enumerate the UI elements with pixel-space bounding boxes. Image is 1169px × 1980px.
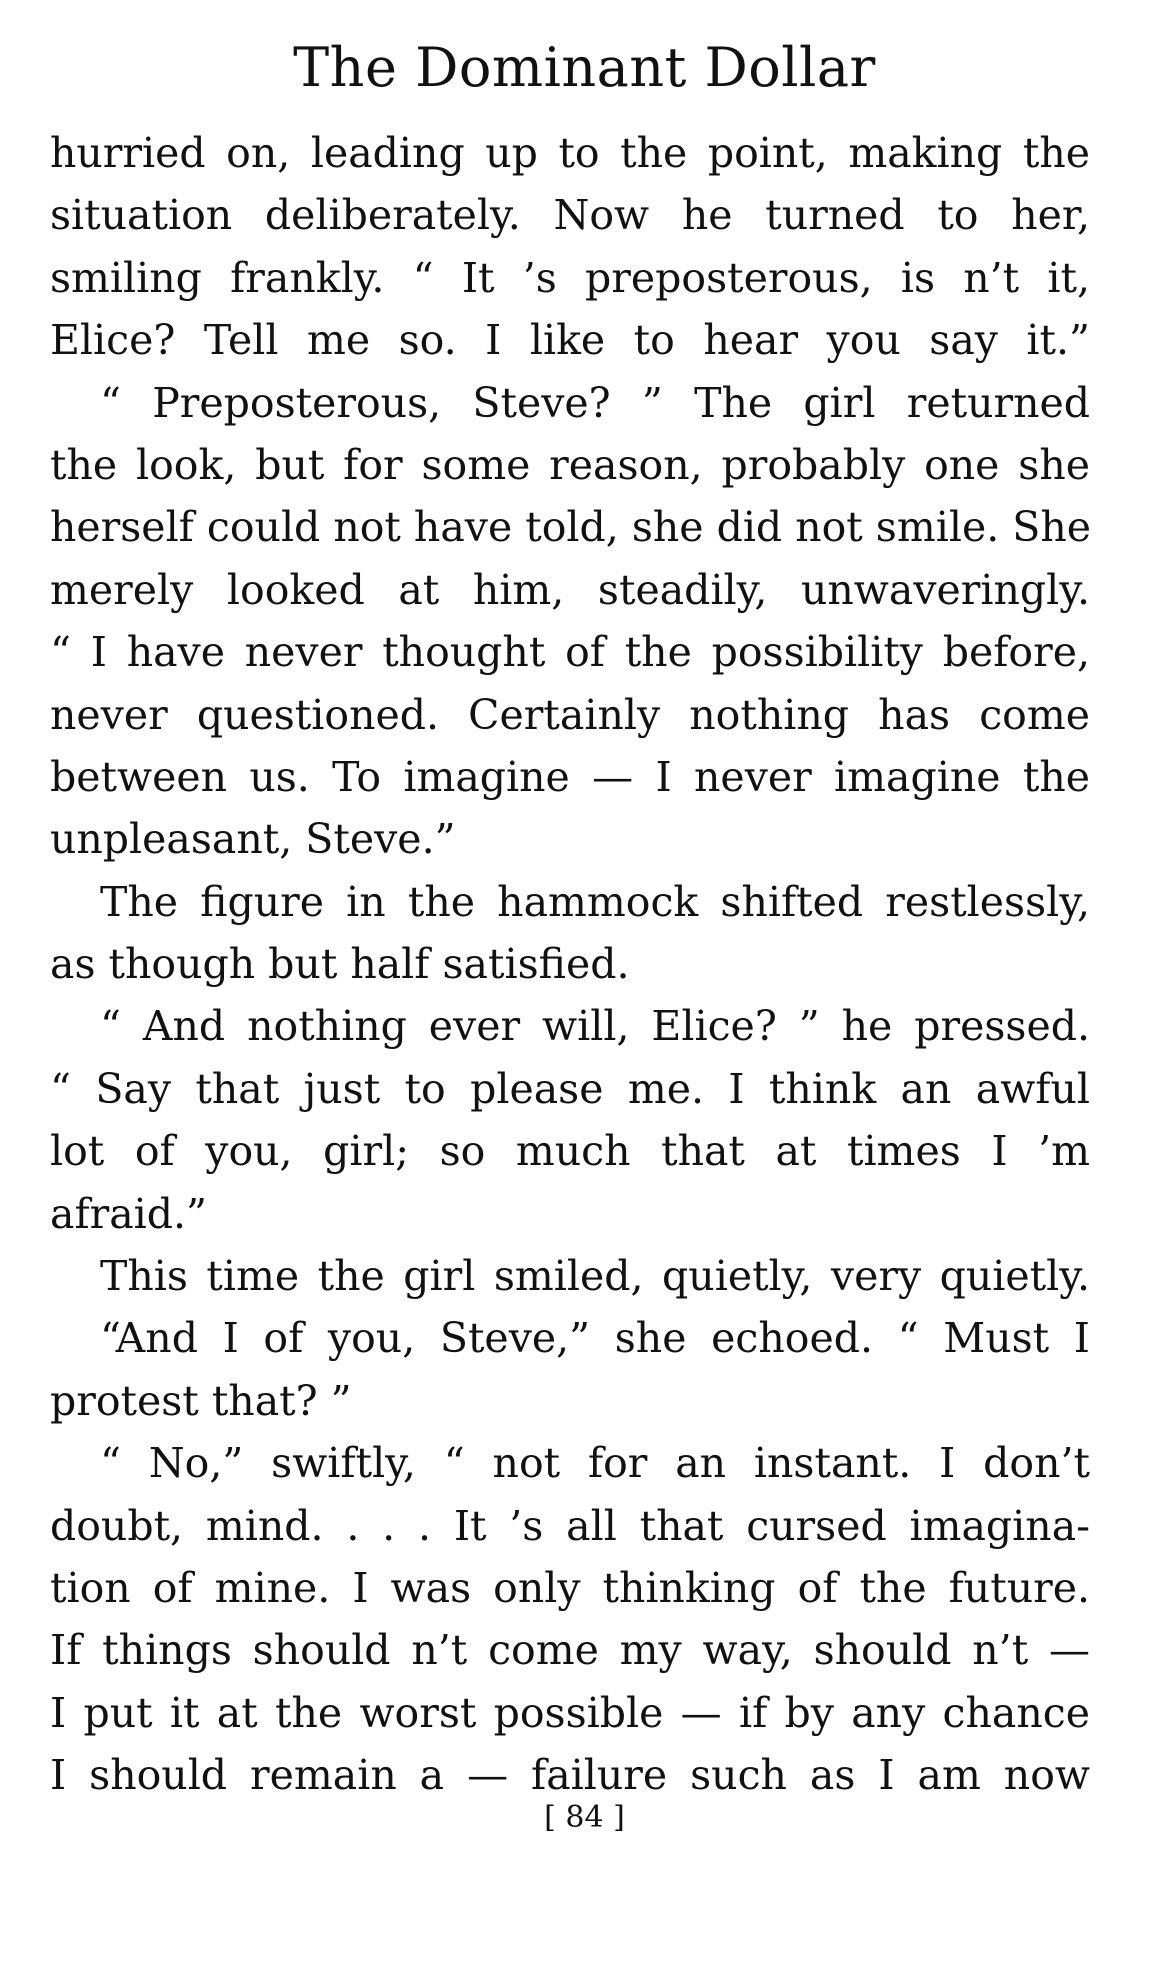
running-head: The Dominant Dollar <box>293 36 876 99</box>
text-line: “ And nothing ever will, Elice? ” he pressed. <box>100 1002 1090 1051</box>
text-line: smiling frankly. “ It ’s preposterous, is n’t it, <box>50 253 1090 302</box>
text-line: merely looked at him, steadily, unwaveringly. <box>50 565 1090 614</box>
body-text <box>50 122 1090 1807</box>
text-line: protest that? ” <box>50 1376 352 1425</box>
text-line: lot of you, girl; so much that at times I ’m <box>50 1127 1090 1176</box>
text-line: situation deliberately. Now he turned to her, <box>50 191 1090 240</box>
text-line: “ No,” swiftly, “ not for an instant. I don’t <box>100 1439 1090 1488</box>
text-line: never questioned. Certainly nothing has come <box>50 690 1090 739</box>
text-line: hurried on, leading up to the point, making the <box>50 129 1090 177</box>
text-line: This time the girl smiled, quietly, very quietly. <box>100 1252 1090 1301</box>
text-line: the look, but for some reason, probably one she <box>50 440 1090 489</box>
text-line: “And I of you, Steve,” she echoed. “ Must I <box>100 1314 1090 1363</box>
text-line: herself could not have told, she did not smile. She <box>50 503 1092 552</box>
text-line: as though but half satisfied. <box>50 940 630 989</box>
text-line: unpleasant, Steve.” <box>50 815 456 864</box>
text-line: I should remain a — failure such as I am now <box>50 1751 1090 1800</box>
text-line: Elice? Tell me so. I like to hear you say it.” <box>50 316 1090 365</box>
text-line: between us. To imagine — I never imagine the <box>50 752 1090 801</box>
text-line: “ I have never thought of the possibility before, <box>50 628 1090 677</box>
text-line: If things should n’t come my way, should n’t — <box>50 1626 1090 1675</box>
text-line: “ Say that just to please me. I think an awful <box>50 1064 1090 1113</box>
text-line: tion of mine. I was only thinking of the future. <box>50 1563 1090 1612</box>
page-number: [ 84 ] <box>544 1800 625 1835</box>
text-line: The figure in the hammock shifted restlessly, <box>100 877 1090 926</box>
text-line: afraid.” <box>50 1189 208 1238</box>
text-line: I put it at the worst possible — if by any chance <box>50 1688 1090 1737</box>
text-line: “ Preposterous, Steve? ” The girl returned <box>100 378 1090 427</box>
text-line: doubt, mind. . . . It ’s all that cursed imagina- <box>50 1501 1090 1550</box>
